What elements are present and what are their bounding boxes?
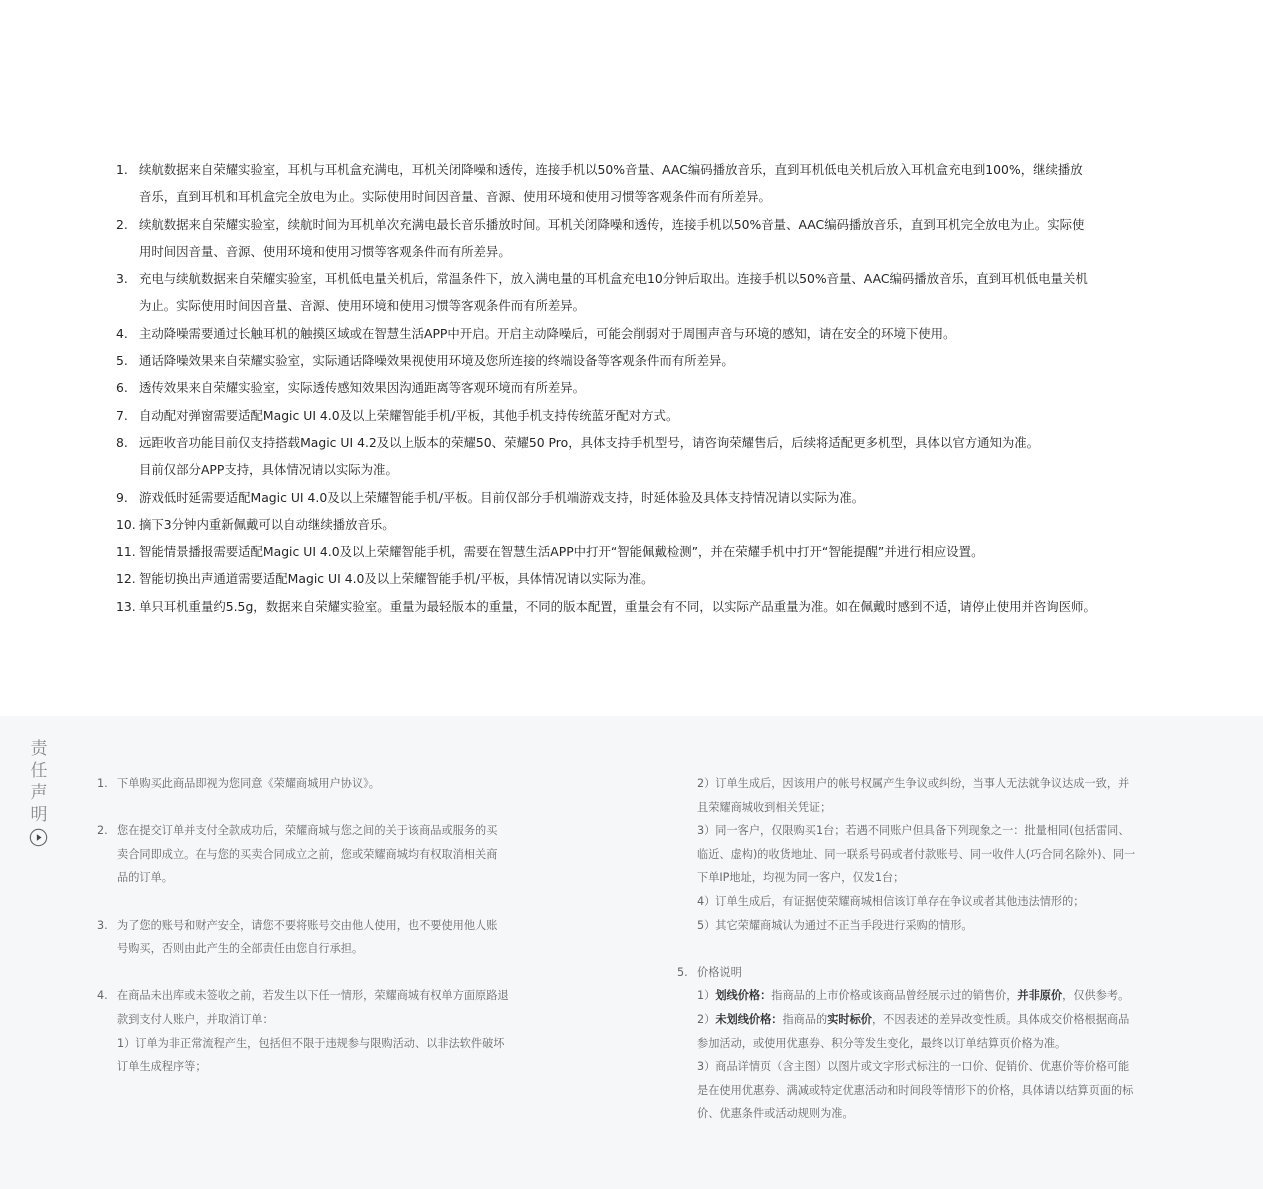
note-item [116,429,1156,484]
note-line: 充电与续航数据来自荣耀实验室，耳机低电量关机后，常温条件下，放入满电量的耳机盒充电10分钟后取出。连接手机以50%音量、AAC编码播放音乐，直到耳机低电量关机 [139,271,1088,287]
price-line-unstruck [697,1008,1197,1032]
note-number: 4. [116,325,128,341]
item-line: 且荣耀商城收到相关凭证； [697,800,832,814]
p2-mid: 指商品的 [782,1012,828,1026]
note-number: 2. [116,216,128,232]
item-line: 您在提交订单并支付全款成功后，荣耀商城与您之间的关于该商品或服务的买 [117,824,498,838]
disclaimer-item [97,772,567,796]
note-item [116,593,1156,620]
price-line-unstruck-2: 参加活动，或使用优惠券、积分等发生变化，最终以订单结算页价格为准。 [697,1036,1067,1050]
disclaimer-left-column [97,772,567,1102]
price-explanation [677,961,1197,1126]
note-line: 透传效果来自荣耀实验室，实际透传感知效果因沟通距离等客观环境而有所差异。 [139,380,586,396]
p1-prefix: 1） [697,989,716,1003]
item-line: 3）同一客户，仅限购买1台；若遇不同账户但具备下列现象之一：批量相同(包括雷同、 [697,824,1130,838]
item-line: 卖合同即成立。在与您的买卖合同成立之前，您或荣耀商城均有权取消相关商 [117,847,498,861]
price-line-strikethrough [697,984,1197,1008]
disclaimer-item [97,984,567,1078]
item-line: 订单生成程序等； [117,1060,207,1074]
note-item [116,320,1156,347]
item-line: 4）订单生成后，有证据使荣耀商城相信该订单存在争议或者其他违法情形的； [697,894,1085,908]
note-line: 单只耳机重量约5.5g，数据来自荣耀实验室。重量为最轻版本的重量，不同的版本配置，重量会有不同，以实际产品重量为准。如在佩戴时感到不适，请停止使用并咨询医师。 [139,598,1096,614]
note-line: 自动配对弹窗需要适配Magic UI 4.0及以上荣耀智能手机/平板，其他手机支持传统蓝牙配对方式。 [139,407,679,423]
note-item [116,374,1156,401]
item-number: 4. [97,989,108,1003]
item-4-continuation [677,772,1197,937]
note-line: 智能切换出声通道需要适配Magic UI 4.0及以上荣耀智能手机/平板，具体情况请以实际为准。 [139,571,654,587]
note-number: 1. [116,162,128,177]
price-title: 价格说明 [697,965,742,979]
disclaimer-right-column [677,772,1197,1150]
note-number: 11. [116,544,136,560]
disclaimer-item [97,914,567,961]
item-line: 在商品未出库或未签收之前，若发生以下任一情形，荣耀商城有权单方面原路退 [117,989,509,1003]
note-number: 9. [116,489,128,505]
p2-prefix: 2） [697,1012,716,1026]
note-line: 通话降噪效果来自荣耀实验室，实际通话降噪效果视使用环境及您所连接的终端设备等客观条件而有所差异。 [139,353,734,369]
note-line: 音乐，直到耳机和耳机盒完全放电为止。实际使用时间因音量、音源、使用环境和使用习惯等客观条件而有所差异。 [139,189,771,205]
note-line: 智能情景播报需要适配Magic UI 4.0及以上荣耀智能手机，需要在智慧生活APP中打开“智能佩戴检测”，并在荣耀手机中打开“智能提醒”并进行相应设置。 [139,544,984,560]
item-line: 5）其它荣耀商城认为通过不正当手段进行采购的情形。 [697,918,973,932]
play-circle-icon[interactable] [29,828,48,847]
note-item [116,565,1156,592]
note-line: 续航数据来自荣耀实验室，耳机与耳机盒充满电，耳机关闭降噪和透传，连接手机以50%音量、AAC编码播放音乐，直到耳机低电关机后放入耳机盒充电到100%，继续播放 [139,162,1083,177]
p2-end: ，不因表述的差异改变性质。具体成交价格根据商品 [871,1012,1130,1026]
item-line: 是在使用优惠券、满减或特定优惠活动和时间段等情形下的价格，具体请以结算页面的标 [697,1083,1134,1097]
item-line: 3）商品详情页（含主图）以图片或文字形式标注的一口价、促销价、优惠价等价格可能 [697,1060,1130,1074]
item-line: 品的订单。 [117,871,173,885]
title-char: 任 [30,761,48,781]
note-line: 游戏低时延需要适配Magic UI 4.0及以上荣耀智能手机/平板。目前仅部分手机端游戏支持，时延体验及具体支持情况请以实际为准。 [139,489,865,505]
item-number: 3. [97,918,108,932]
notes-list [116,156,1156,620]
title-char: 声 [30,783,48,803]
note-number: 10. [116,516,136,532]
p2-bold2: 实时标价 [827,1012,872,1026]
disclaimer-item [97,819,567,890]
item-number: 5. [677,965,688,979]
item-line: 2）订单生成后，因该用户的帐号权属产生争议或纠纷，当事人无法就争议达成一致，并 [697,777,1130,790]
note-item [116,511,1156,538]
item-line: 为了您的账号和财产安全，请您不要将账号交由他人使用，也不要使用他人账 [117,918,498,932]
disclaimer-title [29,738,49,826]
note-number: 5. [116,353,128,369]
note-item [116,156,1156,211]
note-line: 摘下3分钟内重新佩戴可以自动继续播放音乐。 [139,516,395,532]
p1-mid: 指商品的上市价格或该商品曾经展示过的销售价， [771,989,1018,1003]
item-number: 1. [97,777,108,790]
p1-bold2: 并非原价 [1017,989,1063,1003]
item-line: 下单购买此商品即视为您同意《荣耀商城用户协议》。 [117,777,380,790]
p1-bold: 划线价格： [715,989,772,1003]
note-line: 为止。实际使用时间因音量、音源、使用环境和使用习惯等客观条件而有所差异。 [139,298,586,314]
item-number: 2. [97,824,108,838]
note-item [116,347,1156,374]
note-number: 13. [116,598,136,614]
price-line-detail [697,1055,1197,1126]
note-item [116,484,1156,511]
note-item [116,402,1156,429]
note-line: 目前仅部分APP支持，具体情况请以实际为准。 [139,462,398,478]
disclaimer-section [0,716,1263,1189]
item-line: 价、优惠条件或活动规则为准。 [697,1107,854,1121]
item-line: 款到支付人账户，并取消订单： [117,1012,274,1026]
note-item [116,211,1156,266]
note-line: 续航数据来自荣耀实验室，续航时间为耳机单次充满电最长音乐播放时间。耳机关闭降噪和透传，连接手机以50%音量、AAC编码播放音乐，直到耳机完全放电为止。实际使 [139,216,1085,232]
note-number: 6. [116,380,128,396]
note-line: 用时间因音量、音源、使用环境和使用习惯等客观条件而有所差异。 [139,243,511,259]
note-line: 远距收音功能目前仅支持搭载Magic UI 4.2及以上版本的荣耀50、荣耀50 Pro，具体支持手机型号，请咨询荣耀售后，后续将适配更多机型，具体以官方通知为准。 [139,434,1040,450]
note-number: 3. [116,271,128,287]
note-item [116,538,1156,565]
item-line: 号购买，否则由此产生的全部责任由您自行承担。 [117,942,364,956]
note-number: 7. [116,407,128,423]
item-line: 1）订单为非正常流程产生，包括但不限于违规参与限购活动、以非法软件破坏 [117,1036,505,1050]
note-item [116,265,1156,320]
item-line: 下单IP地址，均视为同一客户，仅发1台； [697,871,905,885]
note-line: 主动降噪需要通过长触耳机的触摸区域或在智慧生活APP中开启。开启主动降噪后，可能会削弱对于周围声音与环境的感知，请在安全的环境下使用。 [139,325,956,341]
item-line: 临近、虚构)的收货地址、同一联系号码或者付款账号、同一收件人(巧合同名除外)、同一 [697,847,1136,861]
p2-bold: 未划线价格： [715,1012,783,1026]
title-char: 责 [30,739,48,759]
p1-end: ，仅供参考。 [1062,989,1130,1003]
note-number: 8. [116,434,128,450]
note-number: 12. [116,571,136,587]
title-char: 明 [30,805,48,825]
